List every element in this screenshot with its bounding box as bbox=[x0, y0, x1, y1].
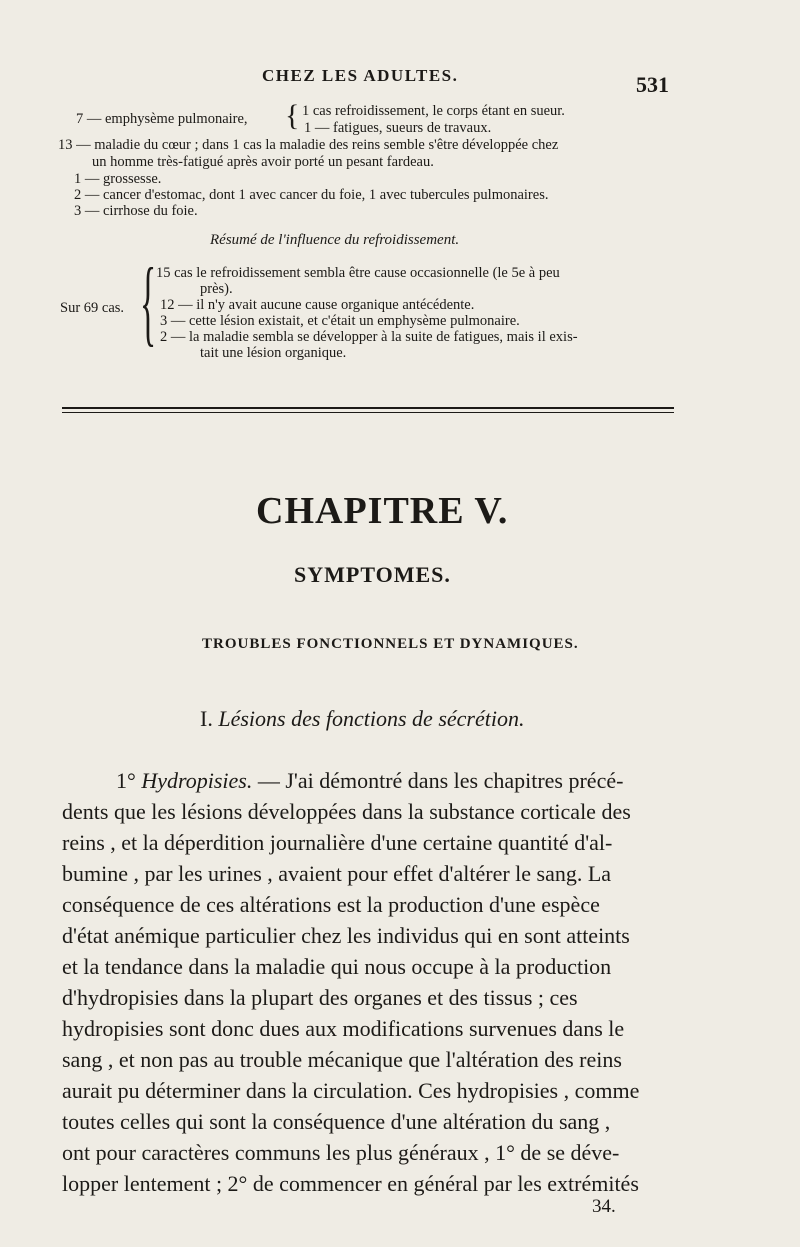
resume-line: près). bbox=[200, 281, 233, 297]
section-number: I. bbox=[200, 706, 213, 731]
subsection-title: TROUBLES FONCTIONNELS ET DYNAMIQUES. bbox=[202, 636, 579, 652]
divider-rule bbox=[62, 412, 674, 413]
resume-line: 12 — il n'y avait aucune cause organique antécédente. bbox=[160, 297, 475, 313]
cause-line: 1 — grossesse. bbox=[74, 171, 162, 187]
brace-glyph: { bbox=[140, 248, 157, 355]
body-line: aurait pu déterminer dans la circulation. Ces hydropisies , comme bbox=[62, 1078, 640, 1103]
body-line: hydropisies sont donc dues aux modifications survenues dans le bbox=[62, 1016, 625, 1041]
section-title-text: Lésions des fonctions de sécrétion. bbox=[218, 706, 525, 731]
cause-line-emphyseme: 7 — emphysème pulmonaire, bbox=[76, 111, 248, 127]
body-line: ont pour caractères communs les plus généraux , 1° de se déve- bbox=[62, 1140, 620, 1165]
body-line: reins , et la déperdition journalière d'une certaine quantité d'al- bbox=[62, 830, 613, 855]
resume-line: 2 — la maladie sembla se développer à la suite de fatigues, mais il exis- bbox=[160, 329, 578, 345]
cause-line: 2 — cancer d'estomac, dont 1 avec cancer du foie, 1 avec tubercules pulmonaires. bbox=[74, 187, 549, 203]
body-line: et la tendance dans la maladie qui nous occupe à la production bbox=[62, 954, 612, 979]
cause-line: 13 — maladie du cœur ; dans 1 cas la maladie des reins semble s'être développée chez bbox=[58, 137, 559, 153]
section-title bbox=[200, 706, 524, 732]
body-line: lopper lentement ; 2° de commencer en général par les extrémités bbox=[62, 1171, 639, 1196]
resume-line: 15 cas le refroidissement sembla être cause occasionnelle (le 5e à peu bbox=[156, 265, 560, 281]
body-line: d'hydropisies dans la plupart des organes et des tissus ; ces bbox=[62, 985, 578, 1010]
body-line: d'état anémique particulier chez les individus qui en sont atteints bbox=[62, 923, 630, 948]
body-first-line bbox=[116, 768, 623, 794]
chapter-title: CHAPITRE V. bbox=[256, 490, 509, 532]
body-line: bumine , par les urines , avaient pour effet d'altérer le sang. La bbox=[62, 861, 612, 886]
body-line: conséquence de ces altérations est la production d'une espèce bbox=[62, 892, 600, 917]
body-line: toutes celles qui sont la conséquence d'une altération du sang , bbox=[62, 1109, 611, 1134]
paragraph-text: — J'ai démontré dans les chapitres précé- bbox=[252, 768, 624, 793]
page-number: 531 bbox=[636, 72, 669, 97]
signature-mark: 34. bbox=[592, 1196, 616, 1217]
resume-line: tait une lésion organique. bbox=[200, 345, 347, 361]
cause-subline: 1 — fatigues, sueurs de travaux. bbox=[304, 120, 492, 136]
resume-line: 3 — cette lésion existait, et c'était un emphysème pulmonaire. bbox=[160, 313, 520, 329]
paragraph-number: 1° bbox=[116, 768, 136, 793]
cause-line: 3 — cirrhose du foie. bbox=[74, 203, 198, 219]
resume-label: Sur 69 cas. bbox=[60, 300, 125, 316]
running-header: CHEZ LES ADULTES. bbox=[262, 66, 459, 85]
paragraph-heading: Hydropisies. bbox=[141, 768, 253, 793]
chapter-subtitle: SYMPTOMES. bbox=[294, 562, 451, 587]
body-line: dents que les lésions développées dans la substance corticale des bbox=[62, 799, 631, 824]
resume-title: Résumé de l'influence du refroidissement. bbox=[210, 232, 460, 248]
body-line: sang , et non pas au trouble mécanique que l'altération des reins bbox=[62, 1047, 622, 1072]
cause-subline: 1 cas refroidissement, le corps étant en sueur. bbox=[302, 103, 565, 119]
cause-line: un homme très-fatigué après avoir porté un pesant fardeau. bbox=[92, 154, 434, 170]
divider-rule bbox=[62, 407, 674, 409]
brace-glyph: { bbox=[285, 99, 300, 132]
